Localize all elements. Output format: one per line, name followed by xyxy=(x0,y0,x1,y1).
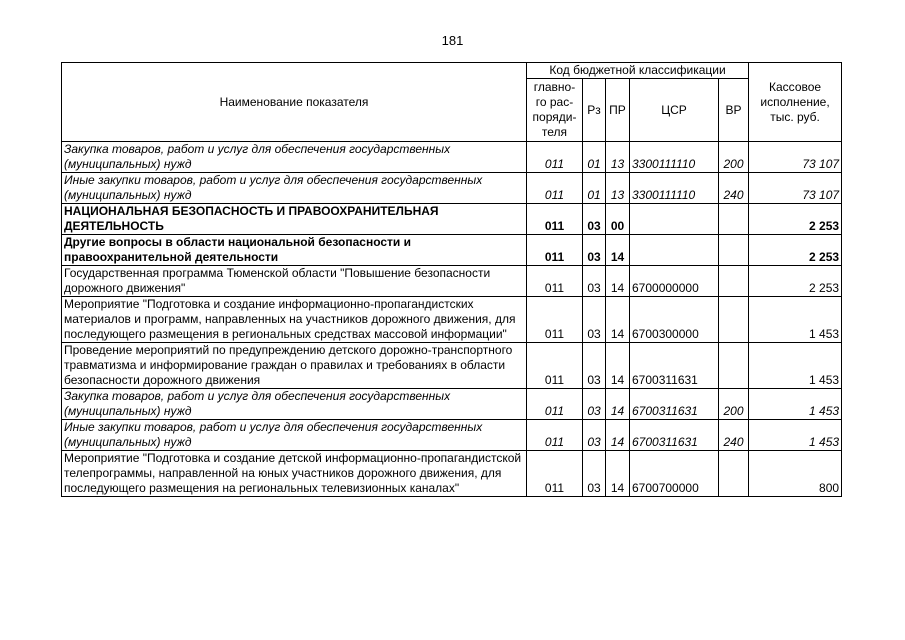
table-row xyxy=(62,451,842,497)
row-vr xyxy=(719,297,749,343)
row-pr: 13 xyxy=(606,142,630,173)
row-amount: 1 453 xyxy=(749,297,842,343)
header-rz: Рз xyxy=(583,79,606,142)
row-glavny: 011 xyxy=(527,297,583,343)
row-glavny: 011 xyxy=(527,420,583,451)
row-amount: 2 253 xyxy=(749,235,842,266)
row-glavny: 011 xyxy=(527,343,583,389)
row-pr: 14 xyxy=(606,235,630,266)
row-amount: 73 107 xyxy=(749,173,842,204)
row-name: Другие вопросы в области национальной безопасности и правоохранительной деятельности xyxy=(62,235,527,266)
table-row xyxy=(62,142,842,173)
row-vr xyxy=(719,204,749,235)
header-glavny: главно-го рас-поряди-теля xyxy=(527,79,583,142)
row-csr: 6700000000 xyxy=(630,266,719,297)
row-name: Мероприятие "Подготовка и создание детской информационно-пропагандистской телепрограммы, направленной на юных участников дорожного движения, для последующего размещения на региональных телевизионных каналах" xyxy=(62,451,527,497)
row-rz: 01 xyxy=(583,173,606,204)
table-row xyxy=(62,297,842,343)
row-glavny: 011 xyxy=(527,142,583,173)
row-name: Мероприятие "Подготовка и создание информационно-пропагандистских материалов и программ, направленных на участников дорожного движения, для последующего размещения в региональных средствах массовой информации" xyxy=(62,297,527,343)
row-csr: 6700311631 xyxy=(630,420,719,451)
row-pr: 14 xyxy=(606,451,630,497)
row-pr: 00 xyxy=(606,204,630,235)
row-amount: 800 xyxy=(749,451,842,497)
row-csr: 6700300000 xyxy=(630,297,719,343)
header-vr: ВР xyxy=(719,79,749,142)
row-amount: 1 453 xyxy=(749,389,842,420)
table-row xyxy=(62,266,842,297)
row-glavny: 011 xyxy=(527,389,583,420)
row-name: Иные закупки товаров, работ и услуг для обеспечения государственных (муниципальных) нужд xyxy=(62,420,527,451)
row-csr: 6700700000 xyxy=(630,451,719,497)
table-row xyxy=(62,204,842,235)
table-row xyxy=(62,389,842,420)
row-name: НАЦИОНАЛЬНАЯ БЕЗОПАСНОСТЬ И ПРАВООХРАНИТЕЛЬНАЯ ДЕЯТЕЛЬНОСТЬ xyxy=(62,204,527,235)
row-vr: 200 xyxy=(719,389,749,420)
row-csr: 6700311631 xyxy=(630,343,719,389)
row-glavny: 011 xyxy=(527,173,583,204)
row-pr: 14 xyxy=(606,297,630,343)
row-vr xyxy=(719,266,749,297)
row-pr: 14 xyxy=(606,266,630,297)
row-pr: 14 xyxy=(606,420,630,451)
row-glavny: 011 xyxy=(527,204,583,235)
row-csr: 3300111110 xyxy=(630,142,719,173)
page-number: 181 xyxy=(441,33,464,48)
row-vr xyxy=(719,343,749,389)
row-rz: 03 xyxy=(583,235,606,266)
row-rz: 03 xyxy=(583,204,606,235)
row-csr xyxy=(630,204,719,235)
row-vr: 200 xyxy=(719,142,749,173)
header-name: Наименование показателя xyxy=(62,63,527,142)
budget-execution-table xyxy=(61,62,842,497)
row-rz: 03 xyxy=(583,389,606,420)
row-rz: 03 xyxy=(583,266,606,297)
header-pr: ПР xyxy=(606,79,630,142)
row-vr: 240 xyxy=(719,173,749,204)
row-rz: 03 xyxy=(583,297,606,343)
row-pr: 13 xyxy=(606,173,630,204)
table-row xyxy=(62,173,842,204)
row-csr: 6700311631 xyxy=(630,389,719,420)
row-name: Закупка товаров, работ и услуг для обеспечения государственных (муниципальных) нужд xyxy=(62,142,527,173)
row-glavny: 011 xyxy=(527,266,583,297)
row-csr xyxy=(630,235,719,266)
row-pr: 14 xyxy=(606,389,630,420)
row-name: Проведение мероприятий по предупреждению детского дорожно-транспортного травматизма и информирование граждан о правилах и требованиях в области безопасности дорожного движения xyxy=(62,343,527,389)
table-row xyxy=(62,235,842,266)
row-amount: 2 253 xyxy=(749,204,842,235)
row-amount: 1 453 xyxy=(749,343,842,389)
row-rz: 03 xyxy=(583,420,606,451)
row-rz: 03 xyxy=(583,451,606,497)
row-rz: 01 xyxy=(583,142,606,173)
row-rz: 03 xyxy=(583,343,606,389)
table-row xyxy=(62,343,842,389)
row-pr: 14 xyxy=(606,343,630,389)
row-amount: 73 107 xyxy=(749,142,842,173)
row-vr xyxy=(719,235,749,266)
row-vr xyxy=(719,451,749,497)
row-vr: 240 xyxy=(719,420,749,451)
row-name: Государственная программа Тюменской области "Повышение безопасности дорожного движения" xyxy=(62,266,527,297)
row-glavny: 011 xyxy=(527,235,583,266)
header-amount: Кассовое исполнение, тыс. руб. xyxy=(749,63,842,142)
header-csr: ЦСР xyxy=(630,79,719,142)
row-name: Закупка товаров, работ и услуг для обеспечения государственных (муниципальных) нужд xyxy=(62,389,527,420)
row-amount: 1 453 xyxy=(749,420,842,451)
row-glavny: 011 xyxy=(527,451,583,497)
row-amount: 2 253 xyxy=(749,266,842,297)
row-csr: 3300111110 xyxy=(630,173,719,204)
table-row xyxy=(62,420,842,451)
header-code-group: Код бюджетной классификации xyxy=(527,63,749,79)
row-name: Иные закупки товаров, работ и услуг для обеспечения государственных (муниципальных) нужд xyxy=(62,173,527,204)
table-body xyxy=(62,142,842,497)
